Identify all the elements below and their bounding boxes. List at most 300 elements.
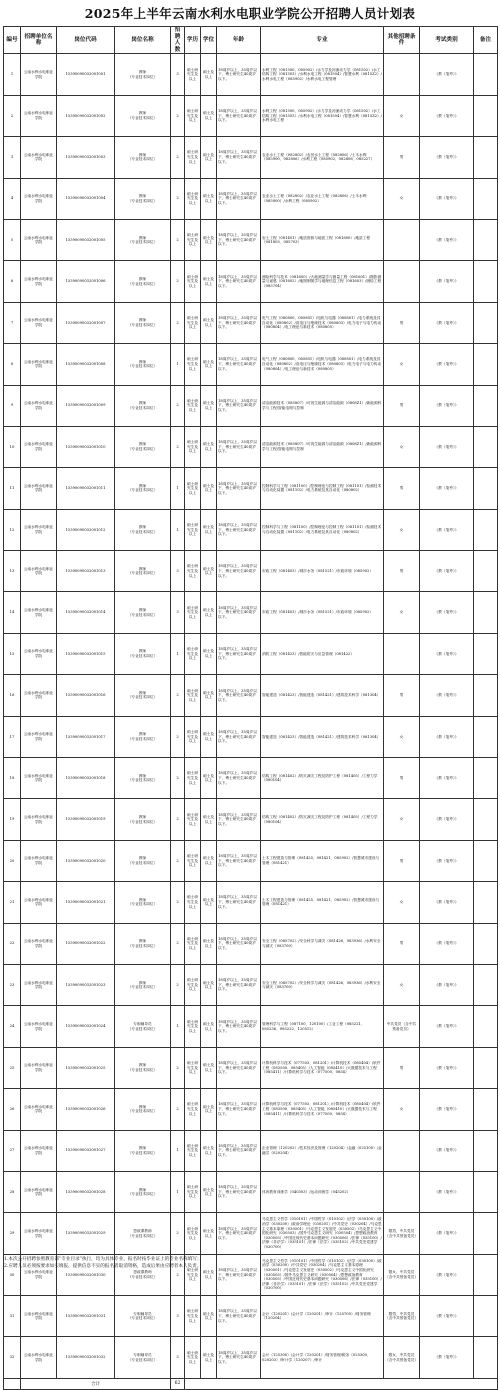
row-age: 18周岁以上，35周岁以下，博士研究生40周岁以下。 [217,302,261,343]
row-number: 15 [4,633,21,674]
row-number: 21 [4,882,21,923]
row-post-name: 教师 （专业技术岗位） [115,716,171,757]
row-number: 4 [4,178,21,219]
row-age: 18周岁以上，35周岁以下，博士研究生40周岁以下。 [217,219,261,260]
row-other-requirements: 限男，中共党员（含中共预备党员） [384,1296,420,1337]
row-degree: 硕士及以上 [201,302,217,343]
row-other-requirements: 男 [384,840,420,881]
table-row [4,1213,498,1254]
row-age: 18周岁以上，35周岁以下，博士研究生40周岁以下。 [217,261,261,302]
row-remark [474,633,498,674]
row-remark [474,592,498,633]
row-degree: 硕士及以上 [201,178,217,219]
row-education: 硕士研究生及以上 [185,137,201,178]
row-major: 农业水土工程（082802）/农业水土工程（082806）/土木水利（085900）/水利工程（085902） [261,178,384,219]
row-exam-category: 《教（笔考）》 [420,758,474,799]
row-unit: 云南水利水电职业学院 [21,1337,57,1378]
table-row [4,54,498,95]
row-post-name: 教师 （专业技术岗位） [115,219,171,260]
row-other-requirements: 女 [384,509,420,550]
row-headcount: 1 [171,1130,185,1171]
row-post-name: 专职辅导员 （专业技术岗位） [115,1006,171,1047]
table-row [4,675,498,716]
row-number: 1 [4,54,21,95]
row-education: 硕士研究生及以上 [185,1337,201,1378]
note-line: 1.本次公开招聘参照教育部“专业目录”执行，均为具体专业，报名时按毕业证上的专业名称填写； [4,1257,202,1262]
row-headcount: 1 [171,344,185,385]
row-post-name: 教师 （专业技术岗位） [115,426,171,467]
row-age: 18周岁以上，35周岁以下，博士研究生40周岁以下。 [217,758,261,799]
total-label: 合计 [21,1378,171,1389]
row-post-name: 教师 （专业技术岗位） [115,923,171,964]
row-number: 8 [4,344,21,385]
row-post-code: 15390090032001001 [57,54,115,95]
row-headcount: 2 [171,385,185,426]
row-number: 14 [4,592,21,633]
header-cell: 学位 [201,27,217,54]
row-unit: 云南水利水电职业学院 [21,1171,57,1212]
row-age: 18周岁以上，35周岁以下，博士研究生40周岁以下。 [217,385,261,426]
row-number: 7 [4,302,21,343]
table-row [4,592,498,633]
row-degree: 硕士及以上 [201,551,217,592]
table-row [4,1006,498,1047]
row-number: 11 [4,468,21,509]
row-age: 18周岁以上，35周岁以下，博士研究生40周岁以下。 [217,1006,261,1047]
row-major: 结构工程（081402）/防灾减灾工程及防护工程（081405）/工程力学（080104） [261,758,384,799]
row-education: 硕士研究生及以上 [185,1089,201,1130]
row-headcount: 3 [171,54,185,95]
row-major: 马克思主义哲学（010101）/中国哲学（010102）/法学（030100）/政治学（030200）/政治学理论（030201）/中共党史（030204）/马克思主义基本原理（030501）/马克思主义发展史（030502）/马克思主义中国化研究（030503）/国外马克思主义研究（030504）/思想政治教育（030505）/中国近现代史基本问题研究（030506）/法律（035100）/法律（非法学）（035101）/法律（法学）（035102）/中共党史党建学（030700） [261,1213,384,1254]
row-headcount: 2 [171,923,185,964]
row-degree: 硕士及以上 [201,799,217,840]
row-number: 6 [4,261,21,302]
row-other-requirements [384,1130,420,1171]
row-unit: 云南水利水电职业学院 [21,1296,57,1337]
row-other-requirements [384,633,420,674]
row-post-name: 教师 （专业技术岗位） [115,302,171,343]
row-number: 22 [4,923,21,964]
header-cell: 招聘单位名称 [21,27,57,54]
row-number: 28 [4,1171,21,1212]
row-education: 硕士研究生及以上 [185,758,201,799]
row-education: 硕士研究生及以上 [185,261,201,302]
row-age: 18周岁以上，35周岁以下，博士研究生40周岁以下。 [217,95,261,136]
row-headcount: 2 [171,675,185,716]
row-post-code: 15390090032001028 [57,1171,115,1212]
row-unit: 云南水利水电职业学院 [21,219,57,260]
row-major: 结构工程（081402）/防灾减灾工程及防护工程（081405）/工程力学（080104） [261,799,384,840]
row-other-requirements [384,261,420,302]
row-major: 马克思主义哲学（010101）/中国哲学（010102）/法学（030100）/政治学（030200）/中共党史（030204）/马克思主义基本原理（030501）/马克思主义发展史（030502）/马克思主义中国化研究（030503）/国外马克思主义研究（030504）/思想政治教育（030505）/中国近现代史基本问题研究（030506）/法律（035100）/法律（非法学）（035101）/法律（法学）（035102）/中共党史党建学（030700） [261,1254,384,1295]
row-post-code: 15390090032001006 [57,261,115,302]
row-other-requirements: 限女，中共党员（含中共预备党员） [384,1254,420,1295]
row-remark [474,137,498,178]
row-number: 18 [4,758,21,799]
row-age: 18周岁以上，35周岁以下，博士研究生40周岁以下。 [217,923,261,964]
row-education: 硕士研究生及以上 [185,95,201,136]
row-major: 管理科学与工程（087100、120100）/工业工程（085221、085236、085222、120512） [261,1006,384,1047]
row-degree: 硕士及以上 [201,633,217,674]
row-age: 18周岁以上，35周岁以下，博士研究生40周岁以下。 [217,675,261,716]
row-other-requirements: 女 [384,882,420,923]
row-headcount: 3 [171,551,185,592]
row-unit: 云南水利水电职业学院 [21,178,57,219]
row-other-requirements: 女 [384,1089,420,1130]
row-unit: 云南水利水电职业学院 [21,1089,57,1130]
row-post-name: 教师 （专业技术岗位） [115,137,171,178]
row-education: 硕士研究生及以上 [185,509,201,550]
row-headcount: 2 [171,964,185,1005]
header-row [4,27,498,54]
row-post-code: 15390090032001019 [57,799,115,840]
row-degree: 硕士及以上 [201,882,217,923]
row-age: 18周岁以上，35周岁以下，博士研究生40周岁以下。 [217,426,261,467]
row-post-name: 教师 （专业技术岗位） [115,509,171,550]
row-age: 18周岁以上，35周岁以下，博士研究生40周岁以下。 [217,633,261,674]
row-post-code: 15390090032001003 [57,137,115,178]
row-unit: 云南水利水电职业学院 [21,1130,57,1171]
row-degree: 硕士及以上 [201,964,217,1005]
table-row [4,219,498,260]
row-degree: 硕士及以上 [201,1213,217,1254]
table-row [4,302,498,343]
row-number: 13 [4,551,21,592]
row-major: 岩土工程（081401）/地质资源与地质工程（081800）/地质工程（081803、085703） [261,219,384,260]
total-row [4,1378,498,1389]
row-other-requirements: 限男，中共党员（含中共预备党员） [384,1213,420,1254]
table-row [4,923,498,964]
row-other-requirements: 男 [384,551,420,592]
row-post-name: 教师 （专业技术岗位） [115,95,171,136]
row-degree: 硕士及以上 [201,1047,217,1088]
row-post-name: 教师 （专业技术岗位） [115,178,171,219]
row-education: 硕士研究生及以上 [185,54,201,95]
row-exam-category: 《教（笔考）》 [420,923,474,964]
row-degree: 硕士及以上 [201,923,217,964]
row-remark [474,54,498,95]
table-row [4,426,498,467]
row-exam-category: 《教（笔考）》 [420,509,474,550]
row-other-requirements: 男 [384,385,420,426]
row-other-requirements: 男 [384,468,420,509]
row-degree: 硕士及以上 [201,1337,217,1378]
row-unit: 云南水利水电职业学院 [21,137,57,178]
row-exam-category: 《教（笔考）》 [420,302,474,343]
row-headcount: 1 [171,1006,185,1047]
header-cell: 年龄 [217,27,261,54]
row-unit: 云南水利水电职业学院 [21,592,57,633]
row-education: 硕士研究生及以上 [185,799,201,840]
row-major: 土木工程建造与管理（081425、081421、085902）/智慧城市建设与管理（081421） [261,882,384,923]
page-title: 2025年上半年云南水利水电职业学院公开招聘人员计划表 [84,6,416,21]
row-unit: 云南水利水电职业学院 [21,799,57,840]
row-age: 18周岁以上，35周岁以下，博士研究生40周岁以下。 [217,1296,261,1337]
row-major: 智能建造（081423）/智能建造（081421）/建筑技术科学（081304） [261,716,384,757]
row-exam-category: 《教（笔考）》 [420,385,474,426]
row-degree: 硕士及以上 [201,54,217,95]
row-other-requirements: 女 [384,716,420,757]
row-age: 18周岁以上，35周岁以下，博士研究生40周岁以下。 [217,592,261,633]
row-remark [474,344,498,385]
row-headcount: 1 [171,1171,185,1212]
row-education: 硕士研究生及以上 [185,385,201,426]
row-post-code: 15390090032001031 [57,1296,115,1337]
row-headcount: 2 [171,758,185,799]
row-remark [474,964,498,1005]
row-number: 25 [4,1047,21,1088]
row-headcount: 2 [171,219,185,260]
row-education: 硕士研究生及以上 [185,716,201,757]
row-post-name: 专职辅导员 （专业技术岗位） [115,1337,171,1378]
row-post-code: 15390090032001012 [57,509,115,550]
row-major: 计算机科学与技术（077503、081201）/计算机技术（085404）/软件工程（083500、085405）/人工智能（085410）/大数据技术与工程（085411）/计算机科学与技术（077500、0854） [261,1047,384,1088]
row-other-requirements: 女 [384,178,420,219]
row-post-code: 15390090032001013 [57,551,115,592]
table-body [4,54,498,1379]
row-number: 17 [4,716,21,757]
row-post-name: 思政课教师 （专业技术岗位） [115,1213,171,1254]
row-degree: 硕士及以上 [201,1171,217,1212]
table-row [4,1089,498,1130]
total-value: 62 [171,1378,185,1389]
row-unit: 云南水利水电职业学院 [21,509,57,550]
row-exam-category: 《教（笔考）》 [420,137,474,178]
row-other-requirements: 限女，中共党员（含中共预备党员） [384,1337,420,1378]
row-exam-category: 《教（笔考）》 [420,54,474,95]
row-post-name: 教师 （专业技术岗位） [115,1130,171,1171]
table-row [4,1047,498,1088]
row-exam-category: 《教（笔考）》 [420,178,474,219]
row-exam-category: 《教（笔考）》 [420,882,474,923]
row-post-code: 15390090032001025 [57,1047,115,1088]
row-unit: 云南水利水电职业学院 [21,840,57,881]
row-education: 硕士研究生及以上 [185,882,201,923]
row-age: 18周岁以上，35周岁以下，博士研究生40周岁以下。 [217,1213,261,1254]
row-post-code: 15390090032001016 [57,675,115,716]
row-other-requirements: 女 [384,799,420,840]
row-post-code: 15390090032001005 [57,219,115,260]
row-unit: 云南水利水电职业学院 [21,882,57,923]
row-post-name: 教师 （专业技术岗位） [115,1047,171,1088]
row-post-name: 教师 （专业技术岗位） [115,261,171,302]
row-headcount: 2 [171,261,185,302]
table-row [4,1171,498,1212]
row-post-code: 15390090032001021 [57,882,115,923]
row-exam-category: 《教（笔考）》 [420,592,474,633]
row-headcount: 2 [171,1213,185,1254]
row-exam-category: 《教（笔考）》 [420,633,474,674]
row-major: 控制科学与工程（081100）/控制理论与控制工程（081101）/检测技术与自动化装置（081102）/电力系统及其自动化（080802） [261,509,384,550]
row-major: 控制科学与工程（081100）/控制理论与控制工程（081101）/检测技术与自动化装置（081102）/电力系统及其自动化（080802） [261,468,384,509]
row-number: 3 [4,137,21,178]
row-age: 18周岁以上，35周岁以下，博士研究生40周岁以下。 [217,137,261,178]
table-row [4,344,498,385]
row-remark [474,426,498,467]
row-unit: 云南水利水电职业学院 [21,964,57,1005]
row-remark [474,1006,498,1047]
total-empty-cell [185,1378,498,1389]
row-headcount: 2 [171,137,185,178]
row-education: 硕士研究生及以上 [185,219,201,260]
table-row [4,840,498,881]
row-headcount: 3 [171,592,185,633]
row-remark [474,1296,498,1337]
row-unit: 云南水利水电职业学院 [21,716,57,757]
row-other-requirements [384,219,420,260]
row-exam-category: 《教（笔考）》 [420,1296,474,1337]
row-post-name: 教师 （专业技术岗位） [115,882,171,923]
row-education: 硕士研究生及以上 [185,1047,201,1088]
row-education: 硕士研究生及以上 [185,551,201,592]
row-post-code: 15390090032001010 [57,426,115,467]
row-age: 18周岁以上，35周岁以下，博士研究生40周岁以下。 [217,1171,261,1212]
row-number: 26 [4,1089,21,1130]
row-degree: 硕士及以上 [201,385,217,426]
row-unit: 云南水利水电职业学院 [21,54,57,95]
row-exam-category: 《教（笔考）》 [420,344,474,385]
row-unit: 云南水利水电职业学院 [21,1213,57,1254]
row-age: 18周岁以上，35周岁以下，博士研究生40周岁以下。 [217,1047,261,1088]
table-row [4,1296,498,1337]
row-major: 电气工程（080800、085801）/电机与电器（080801）/电力系统及其自动化（080802）/高电压与绝缘技术（080803）/电力电子与电力传动（080804）/电工理论与新技术（080805） [261,302,384,343]
row-unit: 云南水利水电职业学院 [21,261,57,302]
row-education: 硕士研究生及以上 [185,1006,201,1047]
row-exam-category: 《教（笔考）》 [420,840,474,881]
row-degree: 硕士及以上 [201,261,217,302]
row-degree: 硕士及以上 [201,219,217,260]
row-headcount: 2 [171,1254,185,1295]
row-education: 硕士研究生及以上 [185,426,201,467]
row-other-requirements: 女 [384,592,420,633]
row-unit: 云南水利水电职业学院 [21,95,57,136]
row-education: 硕士研究生及以上 [185,1213,201,1254]
row-degree: 硕士及以上 [201,758,217,799]
row-education: 硕士研究生及以上 [185,1296,201,1337]
row-education: 硕士研究生及以上 [185,675,201,716]
row-major: 安全工程（085702）/安全科学与减灾（081426、083936）/水利安全与减灾（083700） [261,923,384,964]
table-row [4,178,498,219]
table-row [4,799,498,840]
row-major: 土木工程建造与管理（081425、081421、085902）/智慧城市建设与管理（081421） [261,840,384,881]
row-age: 18周岁以上，35周岁以下，博士研究生40周岁以下。 [217,1130,261,1171]
table-row [4,1337,498,1378]
row-exam-category: 《教（笔考）》 [420,261,474,302]
row-degree: 硕士及以上 [201,468,217,509]
table-row [4,95,498,136]
row-number: 29 [4,1213,21,1254]
row-major: 会计（120201）/会计学（120201）/审计（125700）/财务管理（120204） [261,1296,384,1337]
row-post-code: 15390090032001030 [57,1254,115,1295]
row-exam-category: 《教（笔考）》 [420,1047,474,1088]
row-post-name: 教师 （专业技术岗位） [115,840,171,881]
row-education: 硕士研究生及以上 [185,178,201,219]
row-remark [474,468,498,509]
row-unit: 云南水利水电职业学院 [21,344,57,385]
row-other-requirements: 男 [384,675,420,716]
row-age: 18周岁以上，35周岁以下，博士研究生40周岁以下。 [217,1337,261,1378]
row-post-code: 15390090032001015 [57,633,115,674]
row-post-name: 教师 （专业技术岗位） [115,675,171,716]
row-age: 18周岁以上，35周岁以下，博士研究生40周岁以下。 [217,1089,261,1130]
row-post-code: 15390090032001008 [57,344,115,385]
row-degree: 硕士及以上 [201,1296,217,1337]
row-unit: 云南水利水电职业学院 [21,302,57,343]
row-remark [474,302,498,343]
row-major: 农业水土工程（082802）/农田水土工程（082806）/土木水利（085900、082806）/水利工程（085902、082806、085227） [261,137,384,178]
row-remark [474,675,498,716]
row-major: 消防工程（081423）/智能防灾与应急管理（081422） [261,633,384,674]
row-post-name: 教师 （专业技术岗位） [115,799,171,840]
row-other-requirements: 女 [384,426,420,467]
table-row [4,1130,498,1171]
row-age: 18周岁以上，35周岁以下，博士研究生40周岁以下。 [217,178,261,219]
row-exam-category: 《教（笔考）》 [420,95,474,136]
row-post-code: 15390090032001002 [57,95,115,136]
row-age: 18周岁以上，35周岁以下，博士研究生40周岁以下。 [217,1254,261,1295]
row-major: 市政工程（081403）/城市水务（081521）/市政环境（085902） [261,592,384,633]
row-other-requirements: 男 [384,302,420,343]
row-other-requirements: 女 [384,95,420,136]
row-post-name: 教师 （专业技术岗位） [115,344,171,385]
row-headcount: 2 [171,799,185,840]
row-number: 2 [4,95,21,136]
row-remark [474,551,498,592]
row-unit: 云南水利水电职业学院 [21,468,57,509]
row-remark [474,1089,498,1130]
header-cell: 其他招聘条件 [384,27,420,54]
row-major: 企业管理（120202）/技术经济及管理（120204）/金融（025100）/金融学（020204） [261,1130,384,1171]
row-post-name: 教师 （专业技术岗位） [115,468,171,509]
row-remark [474,1047,498,1088]
row-other-requirements: 女 [384,344,420,385]
table-row [4,633,498,674]
row-age: 18周岁以上，35周岁以下，博士研究生40周岁以下。 [217,716,261,757]
row-education: 硕士研究生及以上 [185,964,201,1005]
row-number: 31 [4,1296,21,1337]
row-unit: 云南水利水电职业学院 [21,551,57,592]
recruitment-table [3,26,498,1390]
row-post-code: 15390090032001014 [57,592,115,633]
row-degree: 硕士及以上 [201,592,217,633]
header-cell: 招聘人数 [171,27,185,54]
row-post-name: 专职辅导员 （专业技术岗位） [115,1296,171,1337]
row-headcount: 1 [171,509,185,550]
row-post-code: 15390090032001024 [57,1006,115,1047]
row-post-code: 15390090032001027 [57,1130,115,1171]
row-post-code: 15390090032001032 [57,1337,115,1378]
header-cell: 专业 [261,27,384,54]
table-row [4,964,498,1005]
row-age: 18周岁以上，35周岁以下，博士研究生40周岁以下。 [217,509,261,550]
row-headcount: 2 [171,426,185,467]
row-other-requirements [384,1171,420,1212]
row-remark [474,261,498,302]
row-remark [474,882,498,923]
row-degree: 硕士及以上 [201,509,217,550]
row-number: 19 [4,799,21,840]
row-other-requirements: 男 [384,1047,420,1088]
row-number: 12 [4,509,21,550]
row-headcount: 2 [171,716,185,757]
header-cell: 岗位名称 [115,27,171,54]
row-exam-category: 《教（笔考）》 [420,468,474,509]
row-exam-category: 《教（笔考）》 [420,1130,474,1171]
row-unit: 云南水利水电职业学院 [21,1006,57,1047]
row-unit: 云南水利水电职业学院 [21,758,57,799]
row-education: 硕士研究生及以上 [185,344,201,385]
header-cell: 备注 [474,27,498,54]
